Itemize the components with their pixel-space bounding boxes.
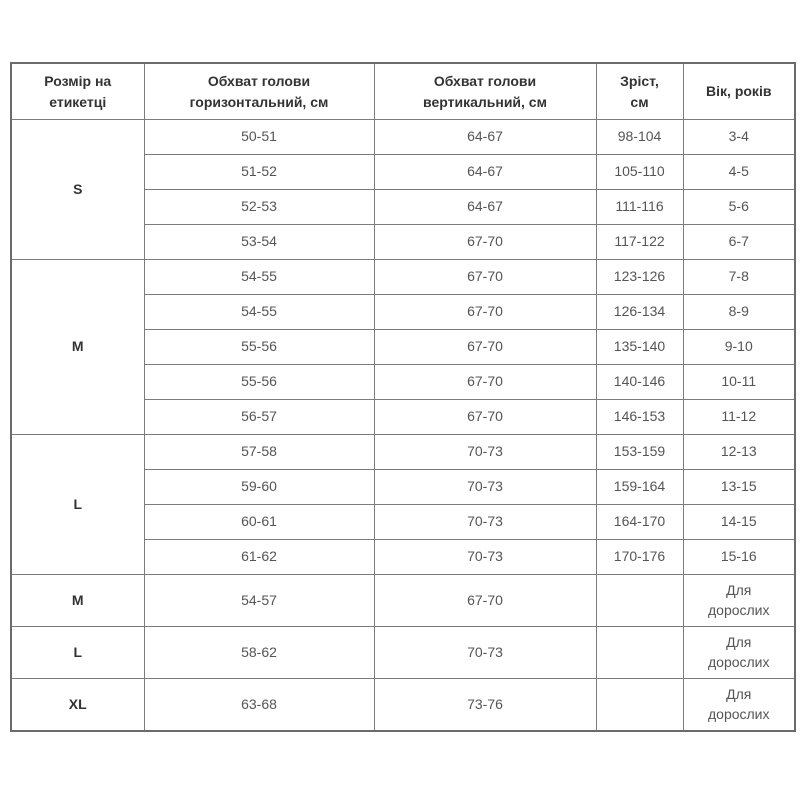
table-row <box>11 120 795 155</box>
data-cell-horizontal: 52-53 <box>144 190 374 225</box>
size-group-label-l: L <box>11 435 144 575</box>
data-cell-height: 135-140 <box>596 330 683 365</box>
data-cell-horizontal: 53-54 <box>144 225 374 260</box>
data-cell-height: 164-170 <box>596 505 683 540</box>
data-cell-height: 140-146 <box>596 365 683 400</box>
data-cell-vertical: 64-67 <box>374 155 596 190</box>
table-row-adult <box>11 575 795 627</box>
data-cell-vertical: 67-70 <box>374 225 596 260</box>
header-row <box>11 63 795 120</box>
data-cell-horizontal: 59-60 <box>144 470 374 505</box>
column-header-age: Вік, років <box>683 63 795 120</box>
data-cell-horizontal: 63-68 <box>144 679 374 732</box>
table-row-adult <box>11 679 795 732</box>
data-cell-vertical: 70-73 <box>374 470 596 505</box>
data-cell-horizontal: 54-55 <box>144 260 374 295</box>
data-cell-vertical: 64-67 <box>374 190 596 225</box>
adult-age-label: Для дорослих <box>707 581 770 618</box>
column-header-height-label: Зріст, см <box>620 73 659 110</box>
data-cell-age: 4-5 <box>683 155 795 190</box>
data-cell-vertical: 73-76 <box>374 679 596 732</box>
adult-age-label: Для дорослих <box>707 633 770 670</box>
data-cell-horizontal: 50-51 <box>144 120 374 155</box>
data-cell-age <box>683 627 795 679</box>
data-cell-vertical: 67-70 <box>374 330 596 365</box>
data-cell-vertical: 64-67 <box>374 120 596 155</box>
data-cell-height-empty <box>596 627 683 679</box>
data-cell-horizontal: 58-62 <box>144 627 374 679</box>
data-cell-height-empty <box>596 679 683 732</box>
data-cell-age: 11-12 <box>683 400 795 435</box>
data-cell-vertical: 67-70 <box>374 295 596 330</box>
table-row <box>11 435 795 470</box>
data-cell-age: 14-15 <box>683 505 795 540</box>
data-cell-age: 5-6 <box>683 190 795 225</box>
data-cell-horizontal: 61-62 <box>144 540 374 575</box>
data-cell-vertical: 70-73 <box>374 540 596 575</box>
column-header-size: Розмір на етикетці <box>11 63 144 120</box>
data-cell-height: 153-159 <box>596 435 683 470</box>
data-cell-horizontal: 54-55 <box>144 295 374 330</box>
table-row <box>11 260 795 295</box>
data-cell-horizontal: 55-56 <box>144 330 374 365</box>
data-cell-height: 170-176 <box>596 540 683 575</box>
size-group-label-m: M <box>11 260 144 435</box>
data-cell-height: 117-122 <box>596 225 683 260</box>
data-cell-age <box>683 575 795 627</box>
data-cell-horizontal: 51-52 <box>144 155 374 190</box>
data-cell-height: 159-164 <box>596 470 683 505</box>
data-cell-age: 3-4 <box>683 120 795 155</box>
data-cell-age: 12-13 <box>683 435 795 470</box>
data-cell-age: 15-16 <box>683 540 795 575</box>
data-cell-horizontal: 57-58 <box>144 435 374 470</box>
data-cell-height-empty <box>596 575 683 627</box>
data-cell-age: 8-9 <box>683 295 795 330</box>
data-cell-height: 111-116 <box>596 190 683 225</box>
data-cell-height: 123-126 <box>596 260 683 295</box>
table-row-adult <box>11 627 795 679</box>
data-cell-vertical: 67-70 <box>374 575 596 627</box>
data-cell-height: 126-134 <box>596 295 683 330</box>
data-cell-vertical: 67-70 <box>374 400 596 435</box>
data-cell-height: 146-153 <box>596 400 683 435</box>
size-group-label-s: S <box>11 120 144 260</box>
data-cell-age: 10-11 <box>683 365 795 400</box>
size-label-adult-l: L <box>11 627 144 679</box>
data-cell-age: 6-7 <box>683 225 795 260</box>
data-cell-vertical: 67-70 <box>374 365 596 400</box>
data-cell-vertical: 67-70 <box>374 260 596 295</box>
column-header-height <box>596 63 683 120</box>
data-cell-age: 13-15 <box>683 470 795 505</box>
data-cell-vertical: 70-73 <box>374 505 596 540</box>
data-cell-age <box>683 679 795 732</box>
size-label-adult-xl: XL <box>11 679 144 732</box>
data-cell-age: 7-8 <box>683 260 795 295</box>
data-cell-height: 105-110 <box>596 155 683 190</box>
data-cell-height: 98-104 <box>596 120 683 155</box>
column-header-horizontal: Обхват голови горизонтальний, см <box>144 63 374 120</box>
size-chart-table <box>10 62 796 732</box>
data-cell-horizontal: 54-57 <box>144 575 374 627</box>
column-header-vertical: Обхват голови вертикальний, см <box>374 63 596 120</box>
data-cell-horizontal: 55-56 <box>144 365 374 400</box>
data-cell-horizontal: 60-61 <box>144 505 374 540</box>
adult-age-label: Для дорослих <box>707 685 770 722</box>
data-cell-horizontal: 56-57 <box>144 400 374 435</box>
data-cell-vertical: 70-73 <box>374 627 596 679</box>
data-cell-vertical: 70-73 <box>374 435 596 470</box>
size-label-adult-m: M <box>11 575 144 627</box>
data-cell-age: 9-10 <box>683 330 795 365</box>
